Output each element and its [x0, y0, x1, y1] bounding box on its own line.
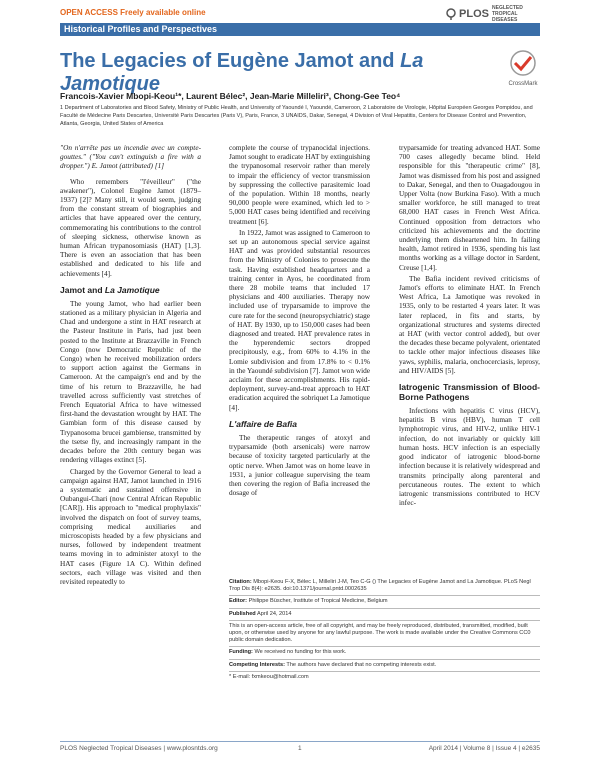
section-banner: Historical Profiles and Perspectives	[60, 23, 540, 36]
column-1	[60, 143, 201, 588]
paragraph: Charged by the Governor General to lead a campaign against HAT, Jamot launched in 1916 a systematic and sustained offensive in Oubangui-Chari (now Central African Republic [CAR]). His approach to "medical prophylaxis" involved the dispatch on foot of survey teams, comprising medical auxiliaries and microscopists headed by a few physicians and nurses, followed by independent treatment teams moving in to administer atoxyl to the HAT cases (Figure 1A C). Within defined sectors, each village was visited and then revisited repeatedly to	[60, 466, 201, 586]
journal-logo: PLOS NEGLECTED TROPICAL DISEASES	[446, 5, 540, 23]
article-info-box	[229, 577, 540, 683]
epigraph: "On n'arrête pas un incendie avec un compte-gouttes." ("You can't extinguish a fire with a dropper.") E. Jamot (attributed) [1]	[60, 143, 201, 171]
article-title: The Legacies of Eugène Jamot and La Jamotique	[60, 50, 424, 95]
plos-icon	[446, 8, 456, 20]
affiliations: 1 Department of Laboratories and Blood Safety, Ministry of Public Health, and University of Yaoundé I, Yaoundé, Cameroon, 2 Laboratoire de Virologie, Hôpital Européen Georges Pompidou, and Faculté de Médecine Paris Descartes, Université Paris Descartes (Paris V), Paris, France, 3 UNAIDS, Dakar, Senegal, 4 Division of Viral Hepatitis, Centers for Disease Control and Prevention, Atlanta, Georgia, United States of America	[60, 105, 533, 127]
paragraph: The Bafia incident revived criticisms of Jamot's efforts to eliminate HAT. In French West Africa, La Jamotique was revoked in 1935, only to be restarted 4 years later. It was later replaced, in fits and starts, by organizational structures and systems directed at HAT (with vector control added), but over the decades these became polyvalent, orientated to tackle other major infectious diseases like yaws, syphilis, malaria, onchocerciasis, leprosy, and HIV/AIDS [5].	[399, 273, 540, 375]
open-access-label: OPEN ACCESS Freely available online	[60, 8, 206, 17]
paragraph: Infections with hepatitis C virus (HCV), hepatitis B virus (HBV), human T cell lymphotropic virus, and HIV-2, unlike HIV-1 infection, do not invariably or quickly kill human hosts. HCV infection is an especially good indicator of iatrogenic blood-borne infection because it is relatively widespread and transmits principally along parenteral and percutaneous routes. The extent to which iatrogenic transmissions contributed to HCV infec-	[399, 406, 540, 508]
footer-journal[interactable]: PLOS Neglected Tropical Diseases | www.plosntds.org	[60, 745, 218, 752]
competing-interests: Competing Interests: The authors have declared that no competing interests exist.	[229, 659, 540, 671]
paragraph: complete the course of trypanocidal injections. Jamot sought to eradicate HAT by extinguishing the trypanosomal reservoir rather than merely to impair the efficiency of vector transmission by suppressing the collective parasitemic load of the population. Within 18 months, nearly 90,000 people were examined, which led to > 5,000 HAT cases being identified and receiving treatment [6].	[229, 143, 370, 226]
authors: Francois-Xavier Mbopi-Keou¹*, Laurent Bélec², Jean-Marie Milleliri³, Chong-Gee Teo⁴	[60, 91, 401, 101]
section-heading: L'affaire de Bafia	[229, 418, 297, 429]
editor: Editor: Philippe Büscher, Institute of Tropical Medicine, Belgium	[229, 595, 540, 607]
paragraph: Who remembers "l'éveilleur" ("the awakener"), Colonel Eugène Jamot (1879–1937) [2]? Many still, it would seem, judging from the constant stream of biographies and articles that have appeared over the century, commemorating his contributions to the control of sleeping sickness, otherwise known as human African trypanosomiasis (HAT) [1,3]. There is even an association that has been established and dedicated to his life and achievements [4].	[60, 176, 201, 278]
page-footer	[60, 741, 540, 752]
citation: Citation: Mbopi-Keou F-X, Bélec L, Milleliri J-M, Teo C-G () The Legacies of Eugène Jamot and La Jamotique. PLoS Negl Trop Dis 8(4): e2635. doi:10.1371/journal.pntd.0002635	[229, 579, 531, 593]
crossmark-icon[interactable]	[506, 48, 540, 88]
contact-email[interactable]: * E-mail: fxmkeou@hotmail.com	[229, 671, 540, 683]
column-3	[399, 143, 540, 509]
published-date: Published April 24, 2014	[229, 608, 540, 620]
paragraph: The young Jamot, who had earlier been stationed as a military physician in Algeria and Chad and undergone a stint in HAT research at the Pasteur Institute in Paris, had just been posted to the Institute at Brazzaville in French Congo (now Democratic Republic of the Congo) when he received mobilization orders to support action against the Germans in Cameroon. At the campaign's end and by the time of his return to Brazzaville, he had travelled across sufficiently vast stretches of French Equatorial Africa to have witnessed first-hand the devastation wrought by HAT. The Gambian form of this disease caused by Trypanosoma brucei gambiense, transmitted by the tsetse fly, and increasingly rampant in the decades before the 20th century began was rendering villages extinct [5].	[60, 298, 201, 465]
page-number: 1	[298, 745, 302, 752]
column-2	[229, 143, 370, 499]
license-text: This is an open-access article, free of all copyright, and may be freely reproduced, distributed, transmitted, modified, built upon, or otherwise used by anyone for any lawful purpose. The work is made available under the Creative Commons CC0 public domain dedication.	[229, 620, 540, 647]
funding: Funding: We received no funding for this work.	[229, 646, 540, 658]
paragraph: The therapeutic ranges of atoxyl and tryparsamide (both arsenicals) were narrow because of toxicity targeted particularly at the optic nerve. When Jamot was on home leave in 1931, a junior colleague supervising the team then covering the region of Bafia increased the dosage of	[229, 432, 370, 498]
paragraph: In 1922, Jamot was assigned to Cameroon to set up an autonomous special service against HAT and was provided substantial resources from the Ministry of Colonies to prosecute the task. Having established headquarters and a training center in Ayos, he coordinated from there 28 mobile teams that included 17 physicians and 400 auxiliaries. Therapy now included use of tryparsamide to improve the cure rate for the second (neuropsychiatric) stage of HAT. By 1930, up to 150,000 cases had been diagnosed and treated. HAT prevalence rates in the hyperendemic sectors dropped precipitously, e.g., from 60% to 4.1% in the Lomie subdivision and from 17.8% to < 0.1% in the Yaoundé subdivision [7]. Jamot won wide acclaim for these accomplishments. His rapid-deployment, survey-and-treat approach to HAT eradication acquired the sobriquet La Jamotique [4].	[229, 227, 370, 412]
paragraph: tryparsamide for treating advanced HAT. Some 700 cases allegedly became blind. Held responsible for this "therapeutic crime" [8], Jamot was dismissed from his post and assigned to Dakar, Senegal, and then to Ouagadougou in Upper Volta (now Burkina Faso). With a much smaller workforce, he still managed to treat 68,000 HAT cases in French West Africa. Continued opposition from detractors who criticized his achievements and the doctrine underlying them disheartened him. In failing health, Jamot retired in 1936, spending his last months working as a village doctor in Sardent, Creuse [1,4].	[399, 143, 540, 272]
section-heading: Iatrogenic Transmission of Blood-Borne Pathogens	[399, 382, 540, 403]
footer-issue: April 2014 | Volume 8 | Issue 4 | e2635	[428, 745, 540, 752]
svg-text:CrossMark: CrossMark	[508, 81, 538, 87]
section-heading: Jamot and La Jamotique	[60, 284, 160, 295]
